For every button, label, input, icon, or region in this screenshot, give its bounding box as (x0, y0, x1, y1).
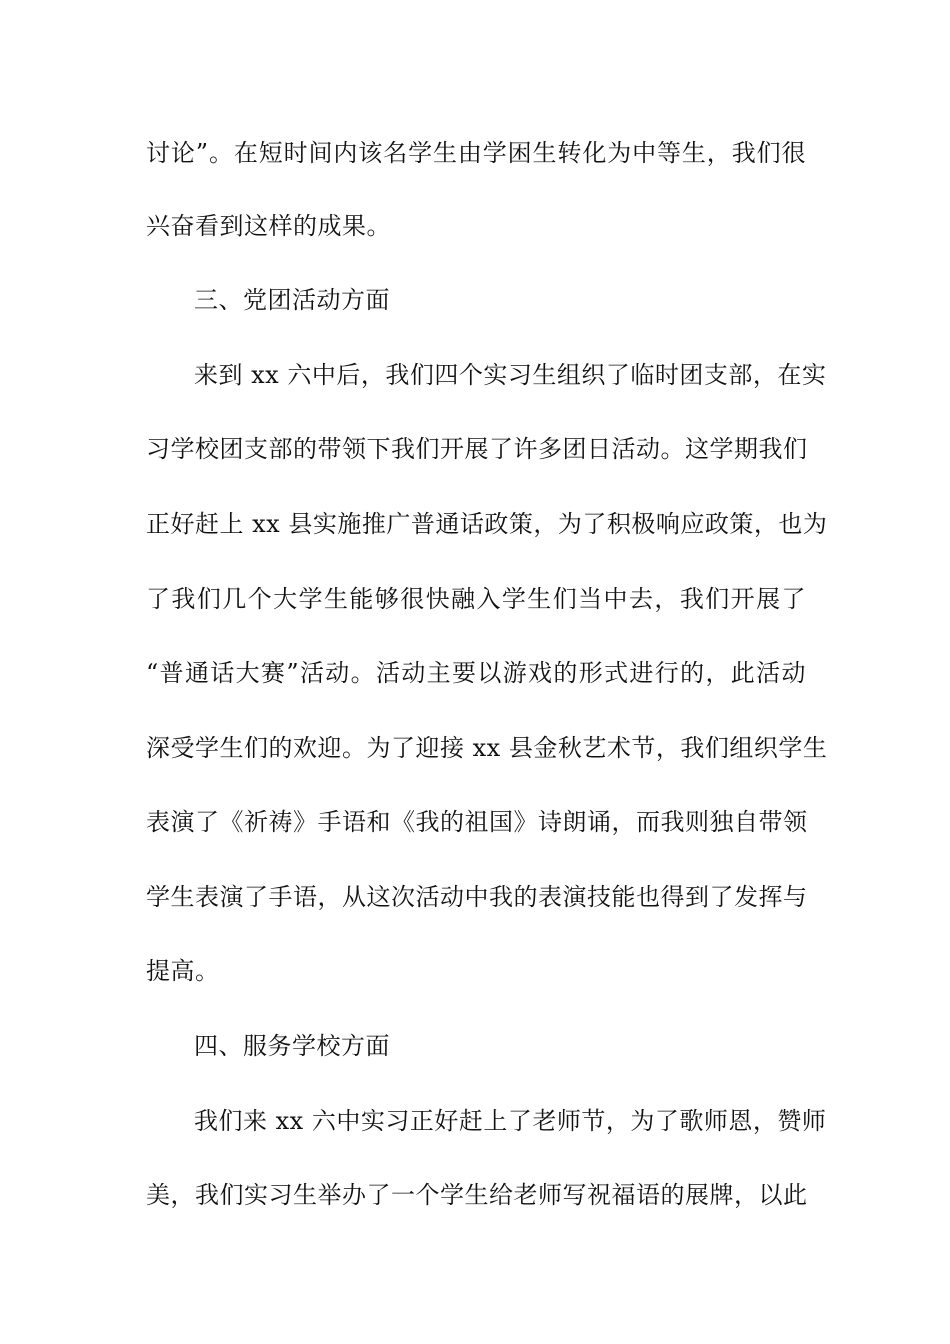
paragraph-line: 正好赶上 xx 县实施推广普通话政策，为了积极响应政策，也为 (146, 510, 828, 538)
paragraph-line: 讨论”。在短时间内该名学生由学困生转化为中等生，我们很 (146, 139, 806, 167)
paragraph-line: 兴奋看到这样的成果。 (146, 212, 391, 240)
paragraph-line: 了我们几个大学生能够很快融入学生们当中去，我们开展了 (146, 585, 806, 613)
paragraph-line: 提高。 (146, 957, 220, 985)
section-heading-party-activities: 三、党团活动方面 (194, 286, 390, 314)
paragraph-line: “普通话大赛”活动。活动主要以游戏的形式进行的，此活动 (146, 659, 806, 687)
paragraph-line: 美，我们实习生举办了一个学生给老师写祝福语的展牌，以此 (146, 1181, 808, 1209)
section-heading-school-service: 四、服务学校方面 (194, 1032, 390, 1060)
paragraph-line: 学生表演了手语，从这次活动中我的表演技能也得到了发挥与 (146, 883, 808, 911)
paragraph-line: 深受学生们的欢迎。为了迎接 xx 县金秋艺术节，我们组织学生 (146, 734, 828, 762)
paragraph-line: 习学校团支部的带领下我们开展了许多团日活动。这学期我们 (146, 435, 808, 463)
paragraph-line: 来到 xx 六中后，我们四个实习生组织了临时团支部，在实 (194, 361, 827, 389)
paragraph-line: 我们来 xx 六中实习正好赶上了老师节，为了歌师恩，赞师 (194, 1107, 827, 1135)
paragraph-line: 表演了《祈祷》手语和《我的祖国》诗朗诵，而我则独自带领 (146, 808, 808, 836)
